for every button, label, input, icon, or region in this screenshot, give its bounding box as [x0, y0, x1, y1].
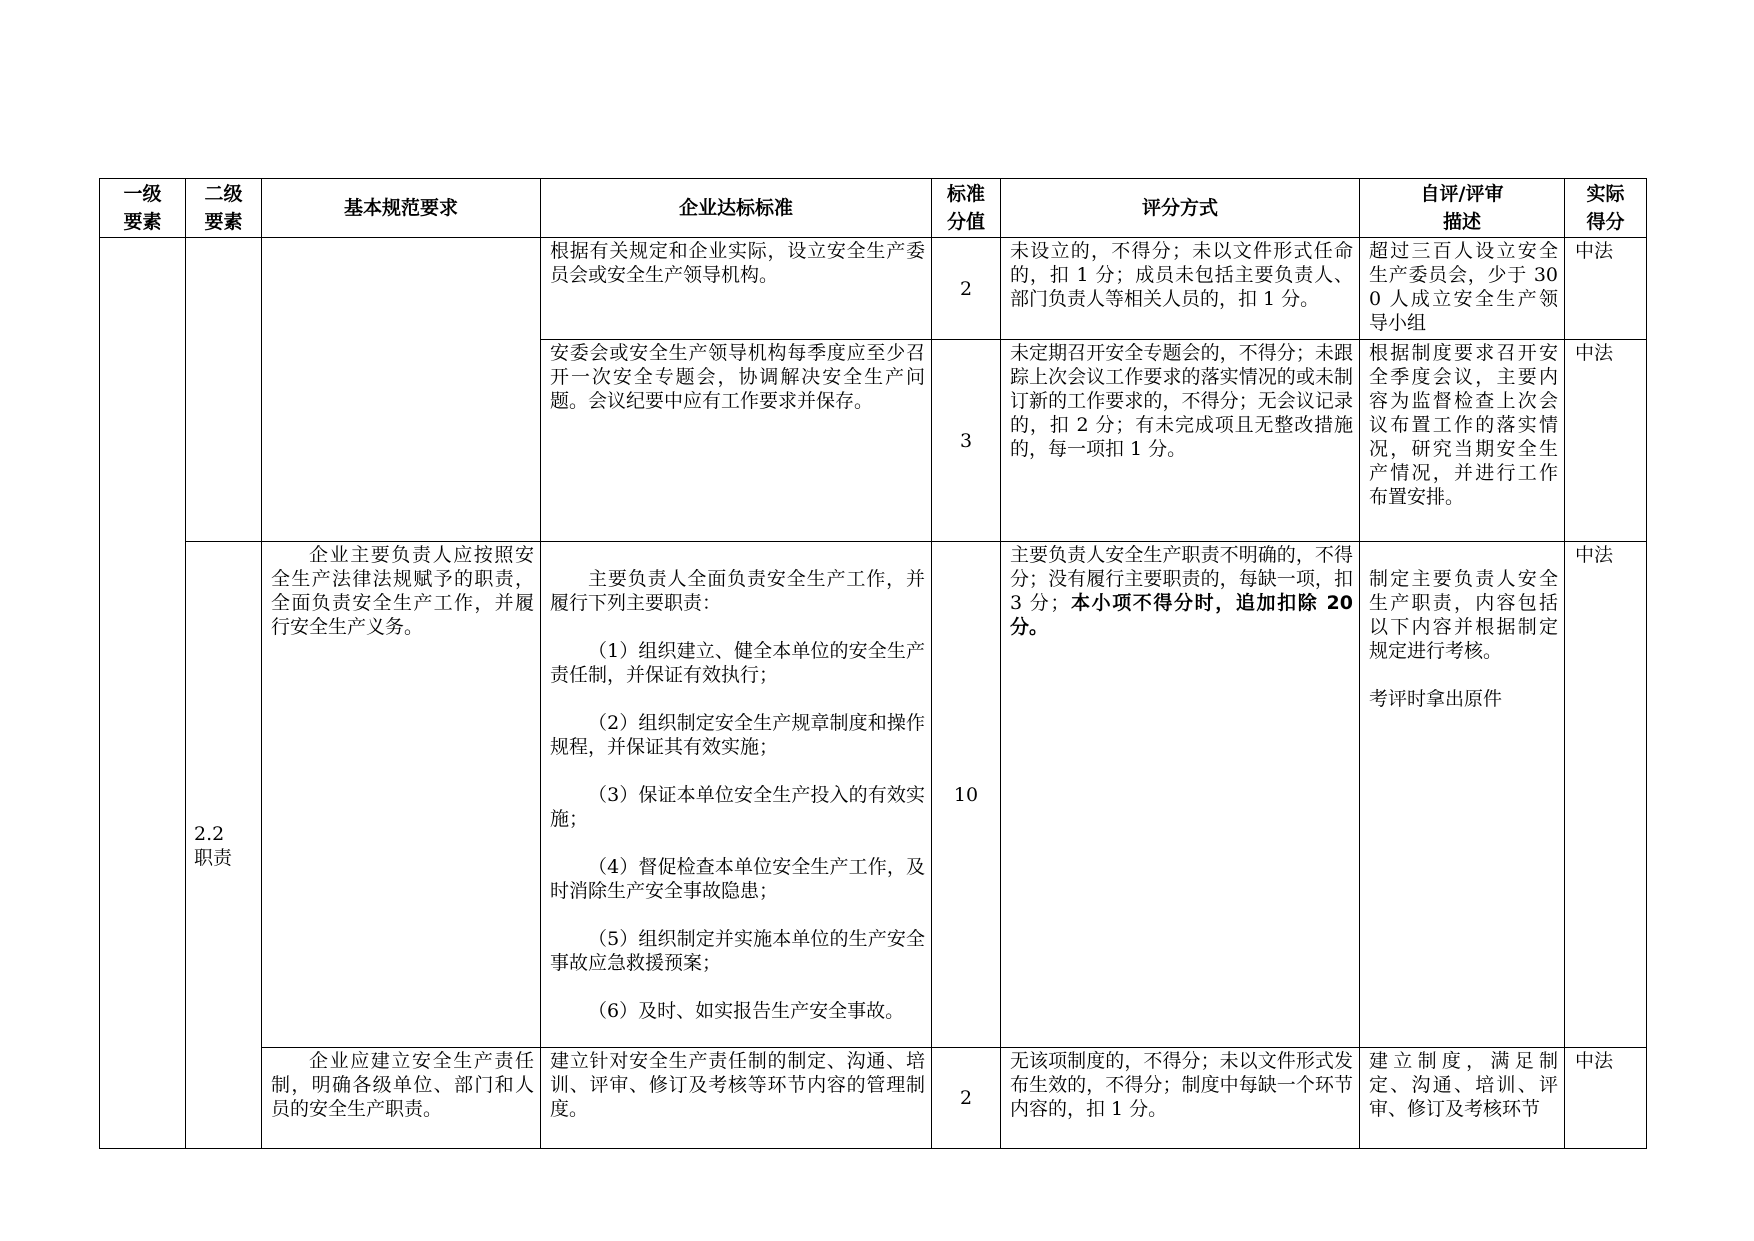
standard-cell: 根据有关规定和企业实际，设立安全生产委员会或安全生产领导机构。 — [541, 238, 932, 340]
level2-cell — [186, 238, 262, 542]
header-row — [100, 179, 1647, 238]
score-cell: 2 — [932, 238, 1001, 340]
header-score: 标准 分值 — [932, 179, 1001, 238]
header-actual: 实际 得分 — [1565, 179, 1647, 238]
list-item: （6）及时、如实报告生产安全事故。 — [588, 1000, 905, 1022]
header-level1: 一级 要素 — [100, 179, 186, 238]
table-row — [100, 542, 1647, 1048]
list-item: （4）督促检查本单位安全生产工作，及时消除生产安全事故隐患； — [550, 856, 925, 902]
header-requirement: 基本规范要求 — [262, 179, 541, 238]
score-cell: 10 — [932, 542, 1001, 1048]
method-cell — [1001, 542, 1360, 1048]
method-penalty-text: 本小项不得分时，追加扣除 20 分。 — [1010, 592, 1353, 638]
header-description: 自评/评审 描述 — [1360, 179, 1565, 238]
score-cell: 3 — [932, 340, 1001, 542]
description-cell: 建立制度，满足制定、沟通、培训、评审、修订及考核环节 — [1360, 1048, 1565, 1149]
table-row — [100, 1048, 1647, 1149]
list-item: （3）保证本单位安全生产投入的有效实施； — [550, 784, 925, 830]
actual-score-cell: 中法 — [1565, 238, 1647, 340]
standard-cell: 建立针对安全生产责任制的制定、沟通、培训、评审、修订及考核等环节内容的管理制度。 — [541, 1048, 932, 1149]
header-level2: 二级 要素 — [186, 179, 262, 238]
assessment-table — [99, 178, 1647, 1149]
description-cell — [1360, 542, 1565, 1048]
description-text: 制定主要负责人安全生产职责，内容包括以下内容并根据制定规定进行考核。 — [1369, 568, 1558, 662]
level1-cell — [100, 238, 186, 1149]
description-note: 考评时拿出原件 — [1369, 688, 1503, 710]
list-item: （5）组织制定并实施本单位的生产安全事故应急救援预案； — [550, 928, 925, 974]
table-row — [100, 238, 1647, 340]
requirement-cell — [262, 238, 541, 542]
header-standard: 企业达标标准 — [541, 179, 932, 238]
method-cell: 未定期召开安全专题会的，不得分；未跟踪上次会议工作要求的落实情况的或未制订新的工作要求的，不得分；无会议记录的，扣 2 分；有未完成项且无整改措施的，每一项扣 1 分。 — [1001, 340, 1360, 542]
method-cell: 无该项制度的，不得分；未以文件形式发布生效的，不得分；制度中每缺一个环节内容的，扣 1 分。 — [1001, 1048, 1360, 1149]
actual-score-cell: 中法 — [1565, 1048, 1647, 1149]
level2-cell: 2.2 职责 — [186, 542, 262, 1149]
score-cell: 2 — [932, 1048, 1001, 1149]
actual-score-cell: 中法 — [1565, 340, 1647, 542]
description-cell: 根据制度要求召开安全季度会议，主要内容为监督检查上次会议布置工作的落实情况，研究当期安全生产情况，并进行工作布置安排。 — [1360, 340, 1565, 542]
description-cell: 超过三百人设立安全生产委员会，少于 300 人成立安全生产领导小组 — [1360, 238, 1565, 340]
list-item: （1）组织建立、健全本单位的安全生产责任制，并保证有效执行； — [550, 640, 925, 686]
actual-score-cell: 中法 — [1565, 542, 1647, 1048]
standard-cell — [541, 542, 932, 1048]
requirement-cell: 企业应建立安全生产责任制，明确各级单位、部门和人员的安全生产职责。 — [262, 1048, 541, 1149]
requirement-cell: 企业主要负责人应按照安全生产法律法规赋予的职责，全面负责安全生产工作，并履行安全生产义务。 — [262, 542, 541, 1048]
standard-cell: 安委会或安全生产领导机构每季度应至少召开一次安全专题会，协调解决安全生产问题。会议纪要中应有工作要求并保存。 — [541, 340, 932, 542]
standard-intro: 主要负责人全面负责安全生产工作，并履行下列主要职责： — [550, 568, 925, 614]
method-text: 主要负责人安全生产职责不明确的，不得分；没有履行主要职责的，每缺一项，扣 3 分； — [1010, 544, 1353, 614]
header-method: 评分方式 — [1001, 179, 1360, 238]
method-cell: 未设立的，不得分；未以文件形式任命的，扣 1 分；成员未包括主要负责人、部门负责人等相关人员的，扣 1 分。 — [1001, 238, 1360, 340]
list-item: （2）组织制定安全生产规章制度和操作规程，并保证其有效实施； — [550, 712, 925, 758]
